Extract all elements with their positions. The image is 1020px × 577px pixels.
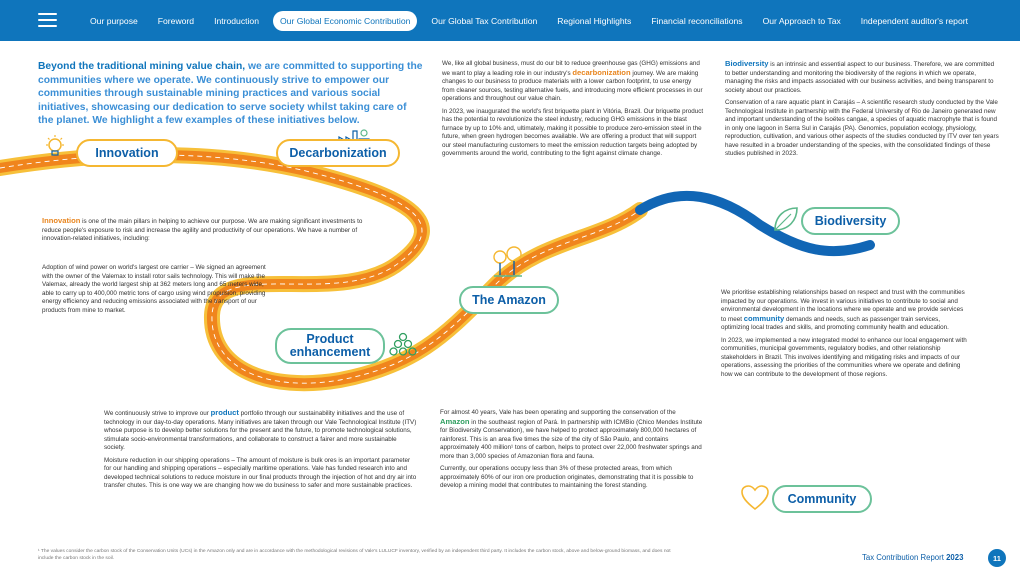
page-number: 11 [988, 549, 1006, 567]
innovation-wind-text [42, 264, 270, 319]
amazon-p1-b: in the southeast region of Pará. In partnership with ICMBio (Chico Mendes Institute for Biodiversity Conservation), we have helped to protect approximately 800,000 hectares of rainforest. This is an area five times the size of the city of São Paulo, and contains approximately 400 million¹ tons of carbon, helps to protect over 22,000 freshwater springs and more than 3,000 species of Amazonian flora and fauna. [440, 418, 703, 460]
biodiversity-keyword: Biodiversity [725, 59, 769, 68]
trees-icon [490, 245, 526, 279]
community-paragraph-2: In 2023, we implemented a new integrated model to enhance our local engagement with communities, municipal governments, regulatory bodies, and other relationship stakeholders in Brazil. This involves identifying and mitigating risks and impacts of our operations, assessing the priorities of the communities where we operate and defining how we can contribute to the development of those regions. [721, 336, 967, 378]
product-p1-a: We continuously strive to improve our [104, 410, 211, 417]
decarbonization-paragraph-2: In 2023, we inaugurated the world's first briquette plant in Vitória, Brazil. Our briquette product has the potential to revolutionize the steel industry, reducing GHG emissions in the blast furnace by up to 10% and, ultimately, making it possible to produce zero-emission steel in the future, when green hydrogen becomes available. We are offering a product that will support our steel manufacturing customers to meet the emission reduction targets being adopted by governments around the world, contributing to the fight against climate change. [442, 107, 704, 158]
innovation-text [42, 217, 372, 248]
nav-item-regional-highlights[interactable]: Regional Highlights [557, 15, 632, 26]
amazon-text [440, 409, 706, 495]
lightbulb-icon [44, 134, 66, 160]
nav-item-global-tax-contribution[interactable]: Our Global Tax Contribution [431, 15, 538, 26]
amazon-p1-a: For almost 40 years, Vale has been operating and supporting the conservation of the [440, 409, 676, 416]
decarbonization-label: Decarbonization [276, 139, 400, 167]
innovation-label: Innovation [76, 139, 178, 167]
decarbonization-p1-a: We, like all global business, must do our bit to reduce greenhouse gas (GHG) emissions and we want to play a leading role in our industry's [442, 60, 700, 77]
innovation-keyword: Innovation [42, 216, 81, 225]
nav-item-global-economic-contribution[interactable]: Our Global Economic Contribution [273, 11, 417, 31]
product-label-line2: enhancement [289, 345, 371, 359]
biodiversity-paragraph-1 [725, 60, 999, 95]
biodiversity-paragraph-2: Conservation of a rare aquatic plant in Carajás – A scientific research study conducted by the Vale Technological Institute in partnership with the Federal University of Rio de Janeiro generated new and important understanding of the Isoëtes cangae, a species of aquatic macrophyte that is found in only one lagoon in Serra Sul in Carajás (PA). Genomics, population ecology, physiology, reproduction, cultivation, and various other aspects of the studies conducted by ITV over ten years have resulted in a broader understanding of the species, with the consolidated findings of these studies published in 2023. [725, 99, 999, 158]
intro-statement [38, 60, 424, 128]
decarbonization-keyword: decarbonization [572, 67, 631, 77]
pyramid-icon [389, 332, 417, 358]
innovation-paragraph-2: Adoption of wind power on world's largest ore carrier – We signed an agreement with the owner of the Valemax to install rotor sails technology. This will make the Valemax, already the world largest ship at 362 meters long and 65 meters wide, able to carry up to 400,000 metric tons of cargo using wind propulsion, providing energy efficiency and reducing emissions associated with the transport of our products from mine to market. [42, 264, 266, 314]
intro-rest: we are committed to supporting the communities where we operate. We continuously strive to empower our communities through sustainable mining practices and various social initiatives, showcasing our dedication to serve society whilst taking care of the planet. We highlight a few examples of these initiatives below. [38, 61, 423, 127]
leaf-icon [769, 204, 801, 236]
report-title-text: Tax Contribution Report [862, 553, 947, 562]
nav-item-introduction[interactable]: Introduction [214, 15, 259, 26]
community-text [721, 289, 967, 383]
product-text [104, 409, 418, 495]
innovation-p1: is one of the main pillars in helping to achieve our purpose. We are making significant investments to reduce people's exposure to risk and increase the agility and productivity of our operations. We have a number of innovation-related initiatives, including: [42, 218, 363, 243]
product-keyword: product [210, 408, 239, 417]
nav-item-foreword[interactable]: Foreword [157, 15, 195, 26]
decarbonization-p1-b: journey. We are making changes to our business to produce materials with a lower carbon footprint, to use energy from cleaner sources, testing alternative fuels, and introducing more efficient processes in our operations and throughout our value chain. [442, 69, 703, 103]
amazon-paragraph-2: Currently, our operations occupy less than 3% of these protected areas, from which approximately 60% of our iron ore production originates, demonstrating that it is possible to develop a mining model that contributes to maintaining the forest standing. [440, 465, 694, 490]
decarbonization-paragraph-1 [442, 60, 704, 104]
product-enhancement-label [275, 328, 385, 364]
nav-item-financial-reconciliations[interactable]: Financial reconciliations [651, 15, 743, 26]
amazon-label: The Amazon [459, 286, 559, 314]
nav-item-our-purpose[interactable]: Our purpose [90, 15, 138, 26]
footnote: ¹ The values consider the carbon stock of the Conservation Units (UCs) in the Amazon only and are in accordance with the methodological revisions of Vale's LULUCF inventory, verified by an independent third party. It includes the carbon stock, above and below-ground biomass, and does not include the carbon stock in the soil. [38, 549, 671, 561]
heart-icon [740, 484, 770, 512]
community-p1-a: We prioritise establishing relationships based on respect and trust with the communities impacted by our operations. We invest in various initiatives to contribute to social and environmental development in the locations where we operate and we provide services to meet [721, 289, 965, 323]
biodiversity-text [725, 60, 999, 163]
product-label-line1: Product [306, 332, 354, 346]
community-p1-b: demands and needs, such as passenger train services, optimizing local trades and skills, and promoting community health and education. [721, 315, 949, 332]
nav-item-auditors-report[interactable]: Independent auditor's report [860, 15, 968, 26]
community-label: Community [772, 485, 872, 513]
nav-item-approach-to-tax[interactable]: Our Approach to Tax [762, 15, 841, 26]
innovation-paragraph-1 [42, 217, 372, 244]
product-paragraph-2: Moisture reduction in our shipping operations – The amount of moisture is bulk ores is an important parameter for our handling and shipping operations – especially maritime operations. Vale has funded research into and developed technical solutions to reduce moisture in our final products through the injection of hot and dry air into transfer chutes. This is one way we are changing how we do business to safer and more sustainable practices. [104, 456, 417, 490]
product-p1-b: portfolio through our sustainability initiatives and the use of technology in our day-to-day operations. Many initiatives are taken through our Vale Technological Institute (ITV) whose purpose is to develop better solutions for the present and the future, to promote technological solutions, stimulate socio-environmental transformations, and collaborate to construct a fairer and more sustainable society. [104, 410, 417, 452]
decarbonization-text [442, 60, 704, 163]
amazon-paragraph-1 [440, 409, 706, 461]
report-year: 2023 [946, 553, 964, 562]
intro-lead: Beyond the traditional mining value chain, [38, 61, 246, 72]
report-title [862, 553, 963, 562]
community-keyword: community [743, 313, 785, 323]
community-paragraph-1 [721, 289, 967, 333]
product-paragraph-1 [104, 409, 418, 453]
amazon-keyword: Amazon [440, 416, 470, 426]
biodiversity-p1: is an intrinsic and essential aspect to our business. Therefore, we are committed to better understanding and monitoring the biodiversity of the regions in which we operate, managing the risks and impacts associated with our business activities, and being transparent to society about our practices. [725, 61, 995, 94]
biodiversity-label: Biodiversity [801, 207, 900, 235]
